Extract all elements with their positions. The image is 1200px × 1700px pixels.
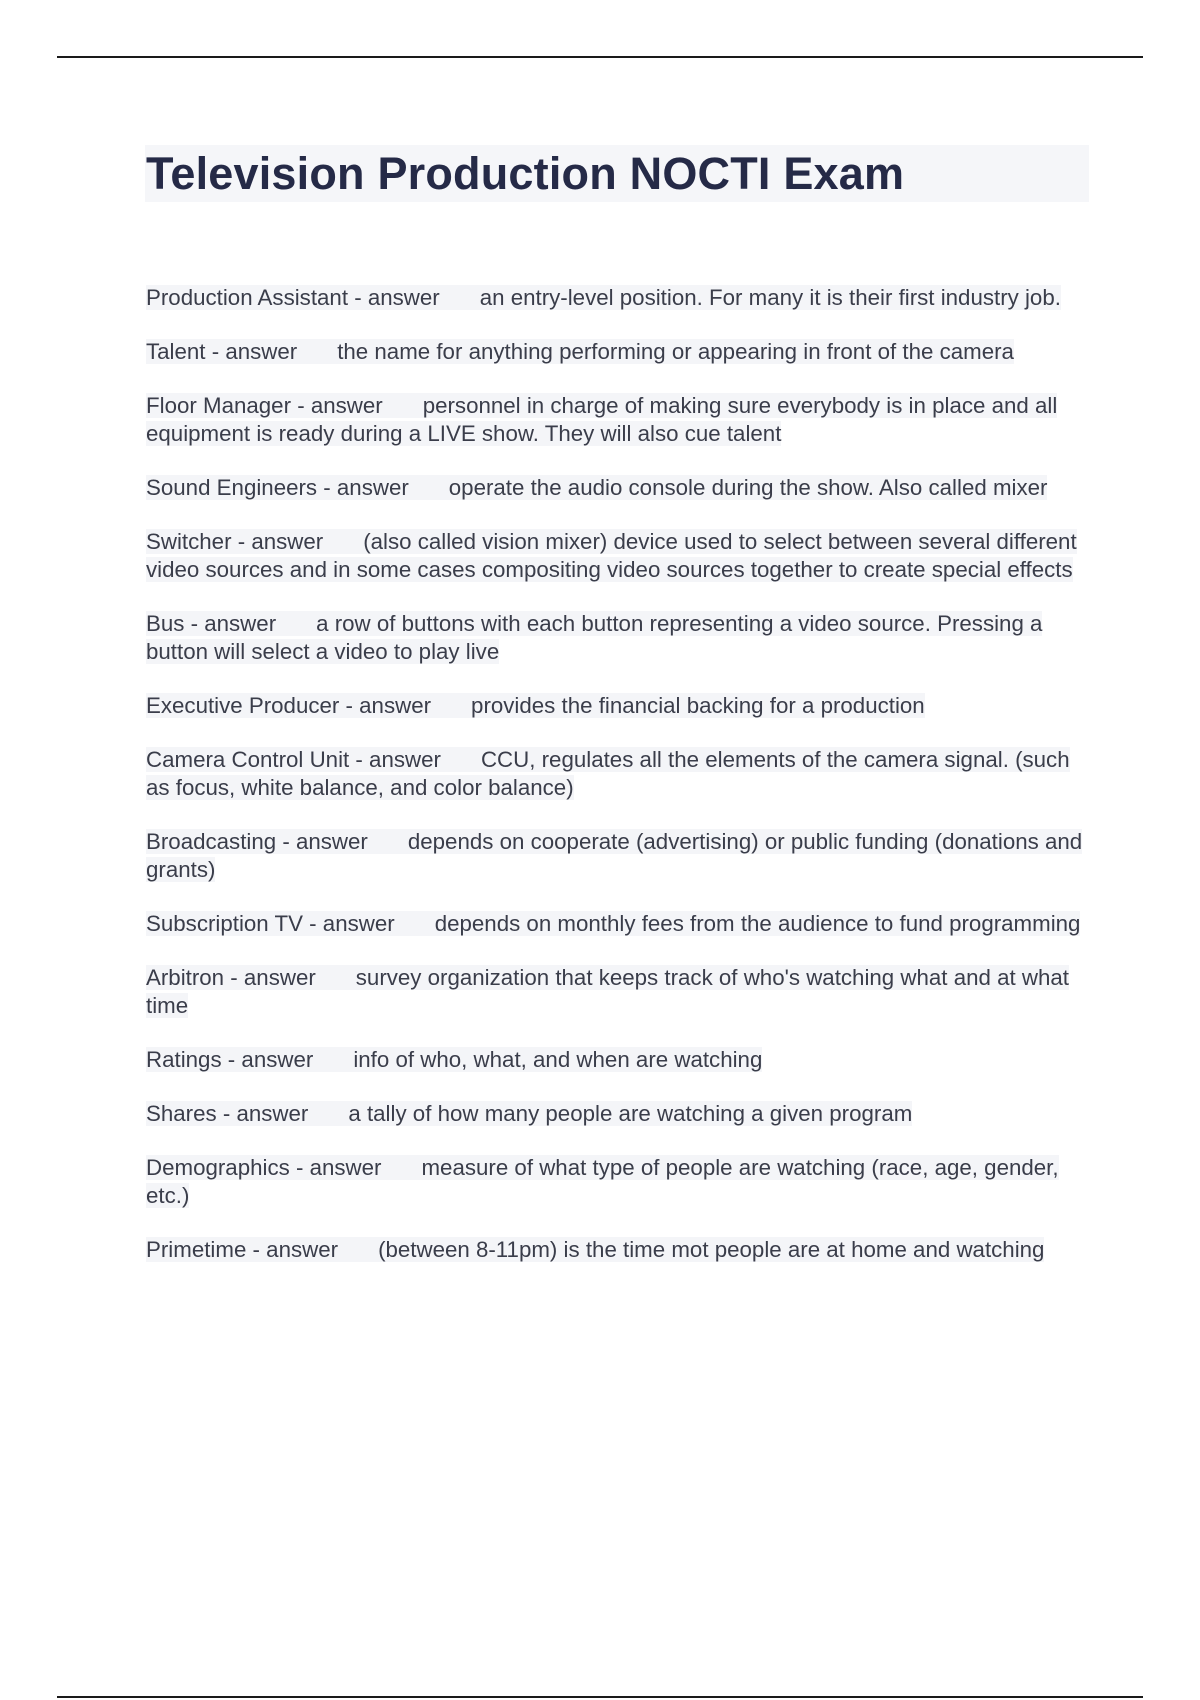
entry-term: Bus <box>146 611 185 636</box>
entry-definition: a tally of how many people are watching a given program <box>348 1101 913 1126</box>
entry-definition: the name for anything performing or appearing in front of the camera <box>337 339 1014 364</box>
entry-definition: personnel in charge of making sure everybody is in place and all equipment is ready during a LIVE show. They will also cue talent <box>146 393 1058 446</box>
entry-definition: CCU, regulates all the elements of the camera signal. (such as focus, white balance, and color balance) <box>146 747 1070 800</box>
answer-separator: - answer <box>205 339 298 364</box>
answer-separator: - answer <box>348 285 440 310</box>
flashcard-entry <box>146 610 1091 666</box>
flashcard-entry <box>146 1046 1091 1074</box>
entry-definition: depends on cooperate (advertising) or public funding (donations and grants) <box>146 829 1083 882</box>
entry-definition: a row of buttons with each button representing a video source. Pressing a button will select a video to play live <box>146 611 1043 664</box>
entry-term: Ratings <box>146 1047 222 1072</box>
entry-definition: survey organization that keeps track of who's watching what and at what time <box>146 965 1069 1018</box>
entry-definition: (between 8-11pm) is the time mot people are at home and watching <box>378 1237 1045 1262</box>
entry-term: Executive Producer <box>146 693 340 718</box>
answer-separator: - answer <box>339 693 432 718</box>
answer-separator: - answer <box>231 529 324 554</box>
answer-separator: - answer <box>302 911 395 936</box>
top-rule <box>57 56 1143 58</box>
flashcard-entry <box>146 1236 1091 1264</box>
entry-term: Floor Manager <box>146 393 291 418</box>
answer-separator: - answer <box>221 1047 314 1072</box>
entry-definition: (also called vision mixer) device used to select between several different video sources and in some cases compositing video sources together to create special effects <box>146 529 1077 582</box>
flashcard-entry <box>146 1154 1091 1210</box>
entry-term: Shares <box>146 1101 217 1126</box>
answer-separator: - answer <box>216 1101 309 1126</box>
bottom-rule <box>57 1696 1143 1698</box>
entry-term: Broadcasting <box>146 829 277 854</box>
entry-definition: provides the financial backing for a production <box>471 693 925 718</box>
flashcard-entry <box>146 284 1091 312</box>
entry-term: Demographics <box>146 1155 290 1180</box>
entry-definition: operate the audio console during the show. Also called mixer <box>448 475 1048 500</box>
flashcard-entry <box>146 1100 1091 1128</box>
answer-separator: - answer <box>184 611 277 636</box>
flashcard-entry <box>146 692 1091 720</box>
answer-separator: - answer <box>224 965 316 990</box>
answer-separator: - answer <box>289 1155 382 1180</box>
page-title: Television Production NOCTI Exam <box>146 148 905 199</box>
flashcard-entry <box>146 746 1091 802</box>
answer-separator: - answer <box>317 475 409 500</box>
entry-definition: info of who, what, and when are watching <box>353 1047 763 1072</box>
answer-separator: - answer <box>349 747 441 772</box>
entry-term: Switcher <box>146 529 232 554</box>
answer-separator: - answer <box>276 829 368 854</box>
flashcard-entry <box>146 528 1091 584</box>
entry-term: Arbitron <box>146 965 225 990</box>
flashcard-list <box>146 284 1091 1290</box>
entry-term: Subscription TV <box>146 911 303 936</box>
entry-term: Production Assistant <box>146 285 349 310</box>
entry-definition: depends on monthly fees from the audience to fund programming <box>434 911 1081 936</box>
entry-definition: measure of what type of people are watching (race, age, gender, etc.) <box>146 1155 1059 1208</box>
answer-separator: - answer <box>291 393 383 418</box>
answer-separator: - answer <box>246 1237 339 1262</box>
entry-term: Camera Control Unit <box>146 747 350 772</box>
entry-term: Primetime <box>146 1237 247 1262</box>
flashcard-entry <box>146 392 1091 448</box>
flashcard-entry <box>146 474 1091 502</box>
entry-term: Talent <box>146 339 206 364</box>
flashcard-entry <box>146 338 1091 366</box>
flashcard-entry <box>146 828 1091 884</box>
entry-term: Sound Engineers <box>146 475 318 500</box>
flashcard-entry <box>146 910 1091 938</box>
entry-definition: an entry-level position. For many it is their first industry job. <box>479 285 1061 310</box>
flashcard-entry <box>146 964 1091 1020</box>
